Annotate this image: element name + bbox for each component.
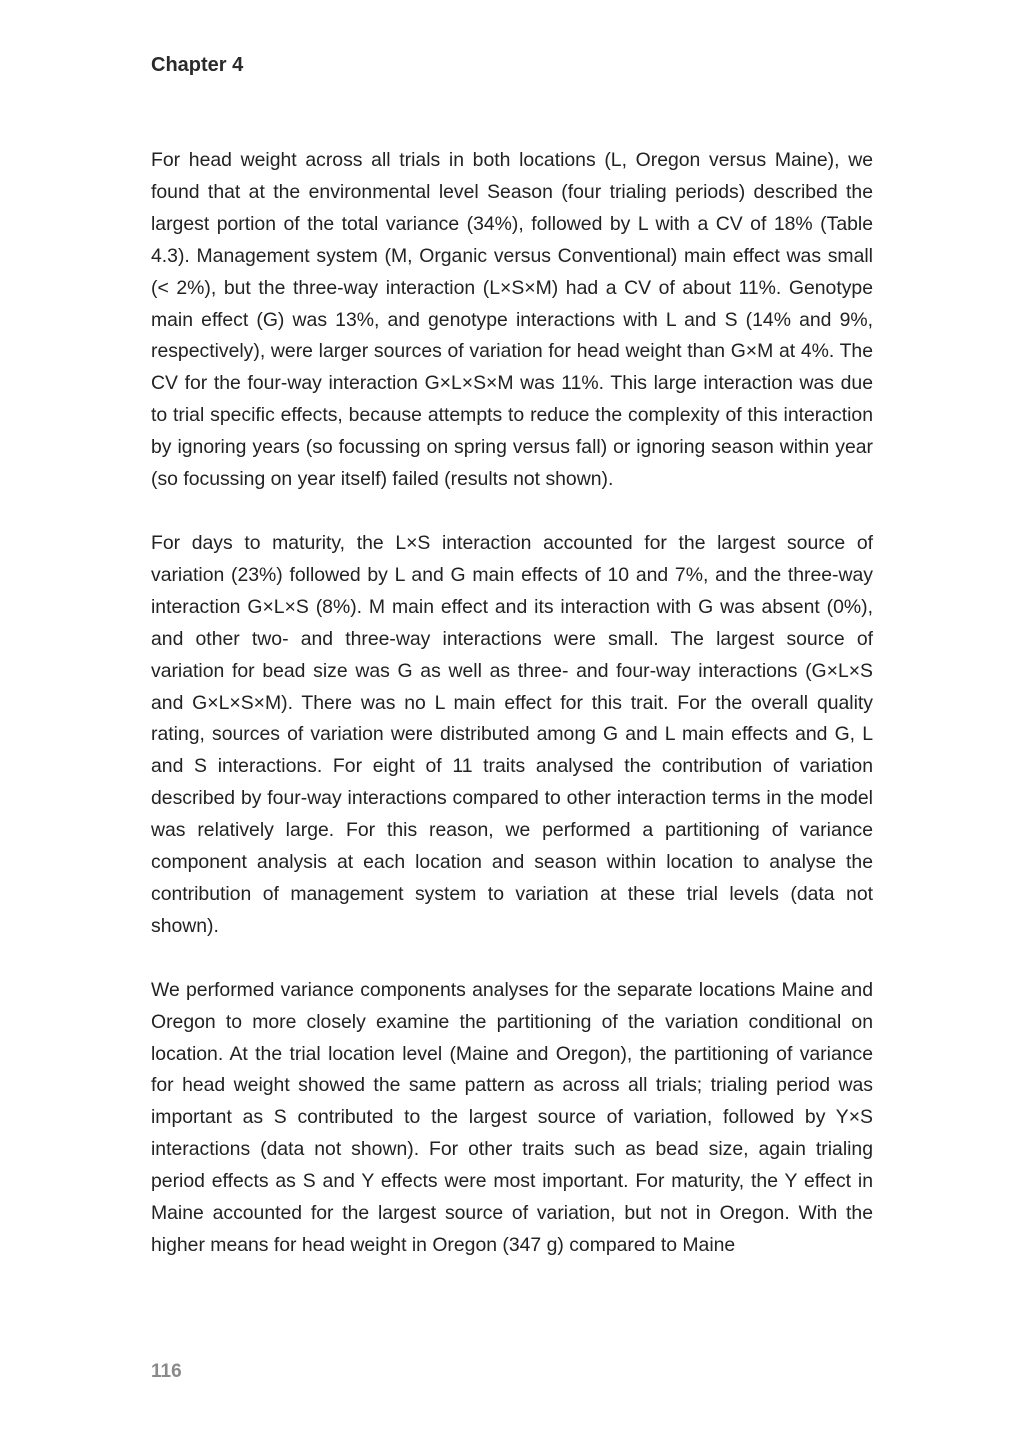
paragraph-location-analysis: We performed variance components analyses for the separate locations Maine and Oregon to more closely examine the partitioning of the variation conditional on location. At the trial location level (Maine and Oregon), the partitioning of variance for head weight showed the same pattern as across all trials; trialing period was important as S contributed to the largest source of variation, followed by Y×S interactions (data not shown). For other traits such as bead size, again trialing period effects as S and Y effects were most important. For maturity, the Y effect in Maine accounted for the largest source of variation, but not in Oregon. With the higher means for head weight in Oregon (347 g) compared to Maine [151, 978, 873, 1256]
chapter-header: Chapter 4 [151, 54, 244, 76]
page-number: 116 [151, 1361, 182, 1382]
body-text [151, 145, 873, 1262]
paragraph-head-weight: For head weight across all trials in both locations (L, Oregon versus Maine), we found that at the environmental level Season (four trialing periods) described the largest portion of the total variance (34%), followed by L with a CV of 18% (Table 4.3). Management system (M, Organic versus Conventional) main effect was small (< 2%), but the three-way interaction (L×S×M) had a CV of about 11%. Genotype main effect (G) was 13%, and genotype interactions with L and S (14% and 9%, respectively), were larger sources of variation for head weight than G×M at 4%. The CV for the four-way interaction G×L×S×M was 11%. This large interaction was due to trial specific effects, because attempts to reduce the complexity of this interaction by ignoring years (so focussing on spring versus fall) or ignoring season within year (so focussing on year itself) failed (results not shown). [151, 149, 873, 491]
paragraph-days-to-maturity: For days to maturity, the L×S interaction accounted for the largest source of variation (23%) followed by L and G main effects of 10 and 7%, and the three-way interaction G×L×S (8%). M main effect and its interaction with G was absent (0%), and other two- and three-way interactions were small. The largest source of variation for bead size was G as well as three- and four-way interactions (G×L×S and G×L×S×M). There was no L main effect for this trait. For the overall quality rating, sources of variation were distributed among G and L main effects and G, L and S interactions. For eight of 11 traits analysed the contribution of variation described by four-way interactions compared to other interaction terms in the model was relatively large. For this reason, we performed a partitioning of variance component analysis at each location and season within location to analyse the contribution of management system to variation at these trial levels (data not shown). [151, 531, 873, 937]
